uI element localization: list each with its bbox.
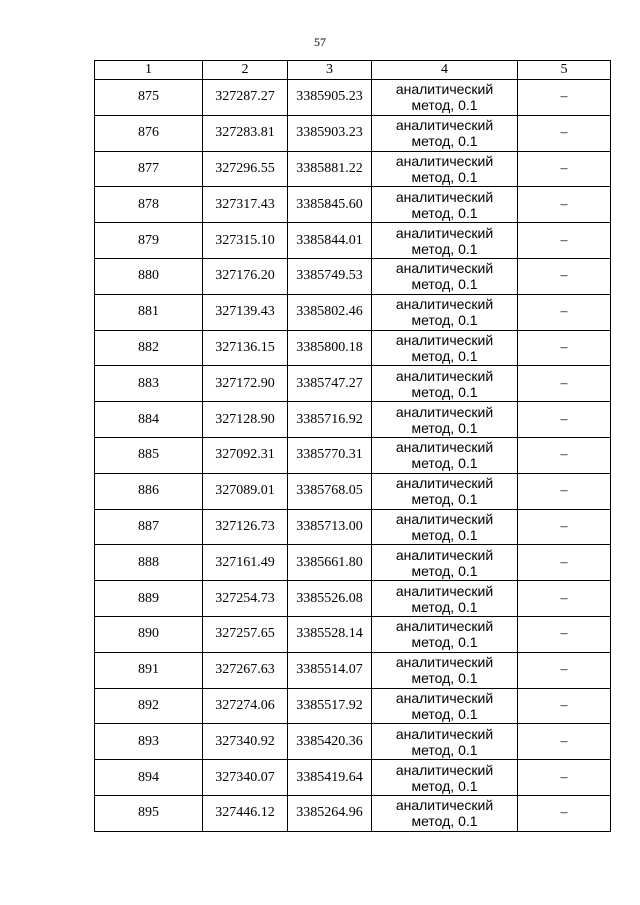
- y-coordinate-cell: 3385802.46: [288, 294, 372, 330]
- method-text-line2: метод, 0.1: [411, 813, 478, 830]
- x-coordinate-cell: 327317.43: [203, 187, 288, 223]
- method-cell: [372, 437, 518, 473]
- table-row: [95, 473, 611, 509]
- method-text-line2: метод, 0.1: [411, 455, 478, 472]
- method-cell: [372, 545, 518, 581]
- coordinates-table: [94, 60, 611, 832]
- method-cell: [372, 151, 518, 187]
- point-number-cell: 878: [95, 187, 203, 223]
- x-coordinate-cell: 327139.43: [203, 294, 288, 330]
- y-coordinate-cell: 3385528.14: [288, 616, 372, 652]
- table-row: [95, 509, 611, 545]
- note-cell: –: [518, 795, 611, 831]
- table-row: [95, 402, 611, 438]
- y-coordinate-cell: 3385420.36: [288, 724, 372, 760]
- x-coordinate-cell: 327176.20: [203, 258, 288, 294]
- y-coordinate-cell: 3385749.53: [288, 258, 372, 294]
- column-header-4: 4: [372, 61, 518, 80]
- y-coordinate-cell: 3385526.08: [288, 581, 372, 617]
- x-coordinate-cell: 327315.10: [203, 223, 288, 259]
- x-coordinate-cell: 327274.06: [203, 688, 288, 724]
- y-coordinate-cell: 3385845.60: [288, 187, 372, 223]
- method-cell: [372, 330, 518, 366]
- point-number-cell: 883: [95, 366, 203, 402]
- note-cell: –: [518, 616, 611, 652]
- method-text-line1: аналитический: [395, 797, 494, 814]
- table-row: [95, 151, 611, 187]
- method-text-line1: аналитический: [395, 152, 494, 169]
- table-row: [95, 80, 611, 116]
- method-cell: [372, 509, 518, 545]
- y-coordinate-cell: 3385264.96: [288, 795, 372, 831]
- method-text-line2: метод, 0.1: [411, 562, 478, 579]
- x-coordinate-cell: 327128.90: [203, 402, 288, 438]
- method-text-line2: метод, 0.1: [411, 347, 478, 364]
- column-header-2: 2: [203, 61, 288, 80]
- header-row: [95, 61, 611, 80]
- x-coordinate-cell: 327283.81: [203, 115, 288, 151]
- table-row: [95, 223, 611, 259]
- method-text-line1: аналитический: [395, 475, 494, 492]
- note-cell: –: [518, 402, 611, 438]
- note-cell: –: [518, 652, 611, 688]
- table-row: [95, 366, 611, 402]
- method-text-line2: метод, 0.1: [411, 741, 478, 758]
- note-cell: –: [518, 509, 611, 545]
- y-coordinate-cell: 3385419.64: [288, 760, 372, 796]
- table-row: [95, 330, 611, 366]
- method-text-line1: аналитический: [395, 546, 494, 563]
- table-row: [95, 795, 611, 831]
- method-cell: [372, 115, 518, 151]
- method-text-line1: аналитический: [395, 81, 494, 98]
- page-number: 57: [314, 35, 326, 49]
- note-cell: –: [518, 688, 611, 724]
- note-cell: –: [518, 366, 611, 402]
- method-text-line2: метод, 0.1: [411, 598, 478, 615]
- point-number-cell: 886: [95, 473, 203, 509]
- method-cell: [372, 724, 518, 760]
- y-coordinate-cell: 3385903.23: [288, 115, 372, 151]
- method-text-line1: аналитический: [395, 725, 494, 742]
- point-number-cell: 881: [95, 294, 203, 330]
- method-text-line1: аналитический: [395, 367, 494, 384]
- method-text-line1: аналитический: [395, 439, 494, 456]
- method-text-line2: метод, 0.1: [411, 97, 478, 114]
- method-text-line2: метод, 0.1: [411, 705, 478, 722]
- x-coordinate-cell: 327172.90: [203, 366, 288, 402]
- point-number-cell: 885: [95, 437, 203, 473]
- column-header-5: 5: [518, 61, 611, 80]
- method-text-line1: аналитический: [395, 654, 494, 671]
- method-cell: [372, 402, 518, 438]
- note-cell: –: [518, 187, 611, 223]
- method-text-line2: метод, 0.1: [411, 670, 478, 687]
- table-row: [95, 258, 611, 294]
- method-cell: [372, 223, 518, 259]
- method-cell: [372, 258, 518, 294]
- point-number-cell: 895: [95, 795, 203, 831]
- point-number-cell: 882: [95, 330, 203, 366]
- table-row: [95, 688, 611, 724]
- method-text-line1: аналитический: [395, 582, 494, 599]
- method-text-line2: метод, 0.1: [411, 526, 478, 543]
- point-number-cell: 888: [95, 545, 203, 581]
- method-cell: [372, 581, 518, 617]
- method-text-line1: аналитический: [395, 188, 494, 205]
- table-row: [95, 115, 611, 151]
- table-row: [95, 652, 611, 688]
- note-cell: –: [518, 724, 611, 760]
- x-coordinate-cell: 327446.12: [203, 795, 288, 831]
- x-coordinate-cell: 327340.92: [203, 724, 288, 760]
- method-text-line1: аналитический: [395, 260, 494, 277]
- y-coordinate-cell: 3385881.22: [288, 151, 372, 187]
- table-row: [95, 545, 611, 581]
- method-cell: [372, 473, 518, 509]
- method-text-line2: метод, 0.1: [411, 777, 478, 794]
- point-number-cell: 887: [95, 509, 203, 545]
- note-cell: –: [518, 437, 611, 473]
- note-cell: –: [518, 80, 611, 116]
- method-cell: [372, 187, 518, 223]
- note-cell: –: [518, 258, 611, 294]
- point-number-cell: 877: [95, 151, 203, 187]
- method-text-line1: аналитический: [395, 689, 494, 706]
- x-coordinate-cell: 327257.65: [203, 616, 288, 652]
- method-cell: [372, 80, 518, 116]
- table-row: [95, 437, 611, 473]
- point-number-cell: 894: [95, 760, 203, 796]
- note-cell: –: [518, 330, 611, 366]
- table-row: [95, 760, 611, 796]
- method-text-line2: метод, 0.1: [411, 634, 478, 651]
- table-row: [95, 581, 611, 617]
- y-coordinate-cell: 3385713.00: [288, 509, 372, 545]
- y-coordinate-cell: 3385716.92: [288, 402, 372, 438]
- y-coordinate-cell: 3385514.07: [288, 652, 372, 688]
- table-row: [95, 724, 611, 760]
- method-text-line2: метод, 0.1: [411, 204, 478, 221]
- method-text-line2: метод, 0.1: [411, 276, 478, 293]
- point-number-cell: 889: [95, 581, 203, 617]
- method-text-line1: аналитический: [395, 331, 494, 348]
- x-coordinate-cell: 327340.07: [203, 760, 288, 796]
- point-number-cell: 890: [95, 616, 203, 652]
- point-number-cell: 892: [95, 688, 203, 724]
- x-coordinate-cell: 327089.01: [203, 473, 288, 509]
- y-coordinate-cell: 3385844.01: [288, 223, 372, 259]
- method-text-line1: аналитический: [395, 618, 494, 635]
- note-cell: –: [518, 151, 611, 187]
- method-text-line2: метод, 0.1: [411, 133, 478, 150]
- note-cell: –: [518, 545, 611, 581]
- method-text-line2: метод, 0.1: [411, 312, 478, 329]
- point-number-cell: 879: [95, 223, 203, 259]
- method-text-line2: метод, 0.1: [411, 168, 478, 185]
- x-coordinate-cell: 327126.73: [203, 509, 288, 545]
- y-coordinate-cell: 3385768.05: [288, 473, 372, 509]
- point-number-cell: 893: [95, 724, 203, 760]
- y-coordinate-cell: 3385747.27: [288, 366, 372, 402]
- method-text-line1: аналитический: [395, 296, 494, 313]
- note-cell: –: [518, 473, 611, 509]
- x-coordinate-cell: 327267.63: [203, 652, 288, 688]
- x-coordinate-cell: 327092.31: [203, 437, 288, 473]
- note-cell: –: [518, 115, 611, 151]
- x-coordinate-cell: 327161.49: [203, 545, 288, 581]
- method-text-line1: аналитический: [395, 761, 494, 778]
- column-header-3: 3: [288, 61, 372, 80]
- table-row: [95, 294, 611, 330]
- x-coordinate-cell: 327287.27: [203, 80, 288, 116]
- point-number-cell: 880: [95, 258, 203, 294]
- note-cell: –: [518, 294, 611, 330]
- note-cell: –: [518, 223, 611, 259]
- point-number-cell: 876: [95, 115, 203, 151]
- table-row: [95, 616, 611, 652]
- method-cell: [372, 688, 518, 724]
- method-text-line1: аналитический: [395, 224, 494, 241]
- method-text-line2: метод, 0.1: [411, 240, 478, 257]
- method-cell: [372, 616, 518, 652]
- method-text-line1: аналитический: [395, 117, 494, 134]
- x-coordinate-cell: 327136.15: [203, 330, 288, 366]
- method-text-line2: метод, 0.1: [411, 383, 478, 400]
- note-cell: –: [518, 760, 611, 796]
- table-row: [95, 187, 611, 223]
- x-coordinate-cell: 327296.55: [203, 151, 288, 187]
- x-coordinate-cell: 327254.73: [203, 581, 288, 617]
- column-header-1: 1: [95, 61, 203, 80]
- method-cell: [372, 652, 518, 688]
- y-coordinate-cell: 3385800.18: [288, 330, 372, 366]
- y-coordinate-cell: 3385517.92: [288, 688, 372, 724]
- method-cell: [372, 366, 518, 402]
- method-cell: [372, 294, 518, 330]
- y-coordinate-cell: 3385905.23: [288, 80, 372, 116]
- y-coordinate-cell: 3385661.80: [288, 545, 372, 581]
- y-coordinate-cell: 3385770.31: [288, 437, 372, 473]
- method-text-line2: метод, 0.1: [411, 419, 478, 436]
- point-number-cell: 891: [95, 652, 203, 688]
- note-cell: –: [518, 581, 611, 617]
- point-number-cell: 884: [95, 402, 203, 438]
- method-text-line1: аналитический: [395, 403, 494, 420]
- method-cell: [372, 795, 518, 831]
- method-cell: [372, 760, 518, 796]
- point-number-cell: 875: [95, 80, 203, 116]
- method-text-line2: метод, 0.1: [411, 491, 478, 508]
- method-text-line1: аналитический: [395, 510, 494, 527]
